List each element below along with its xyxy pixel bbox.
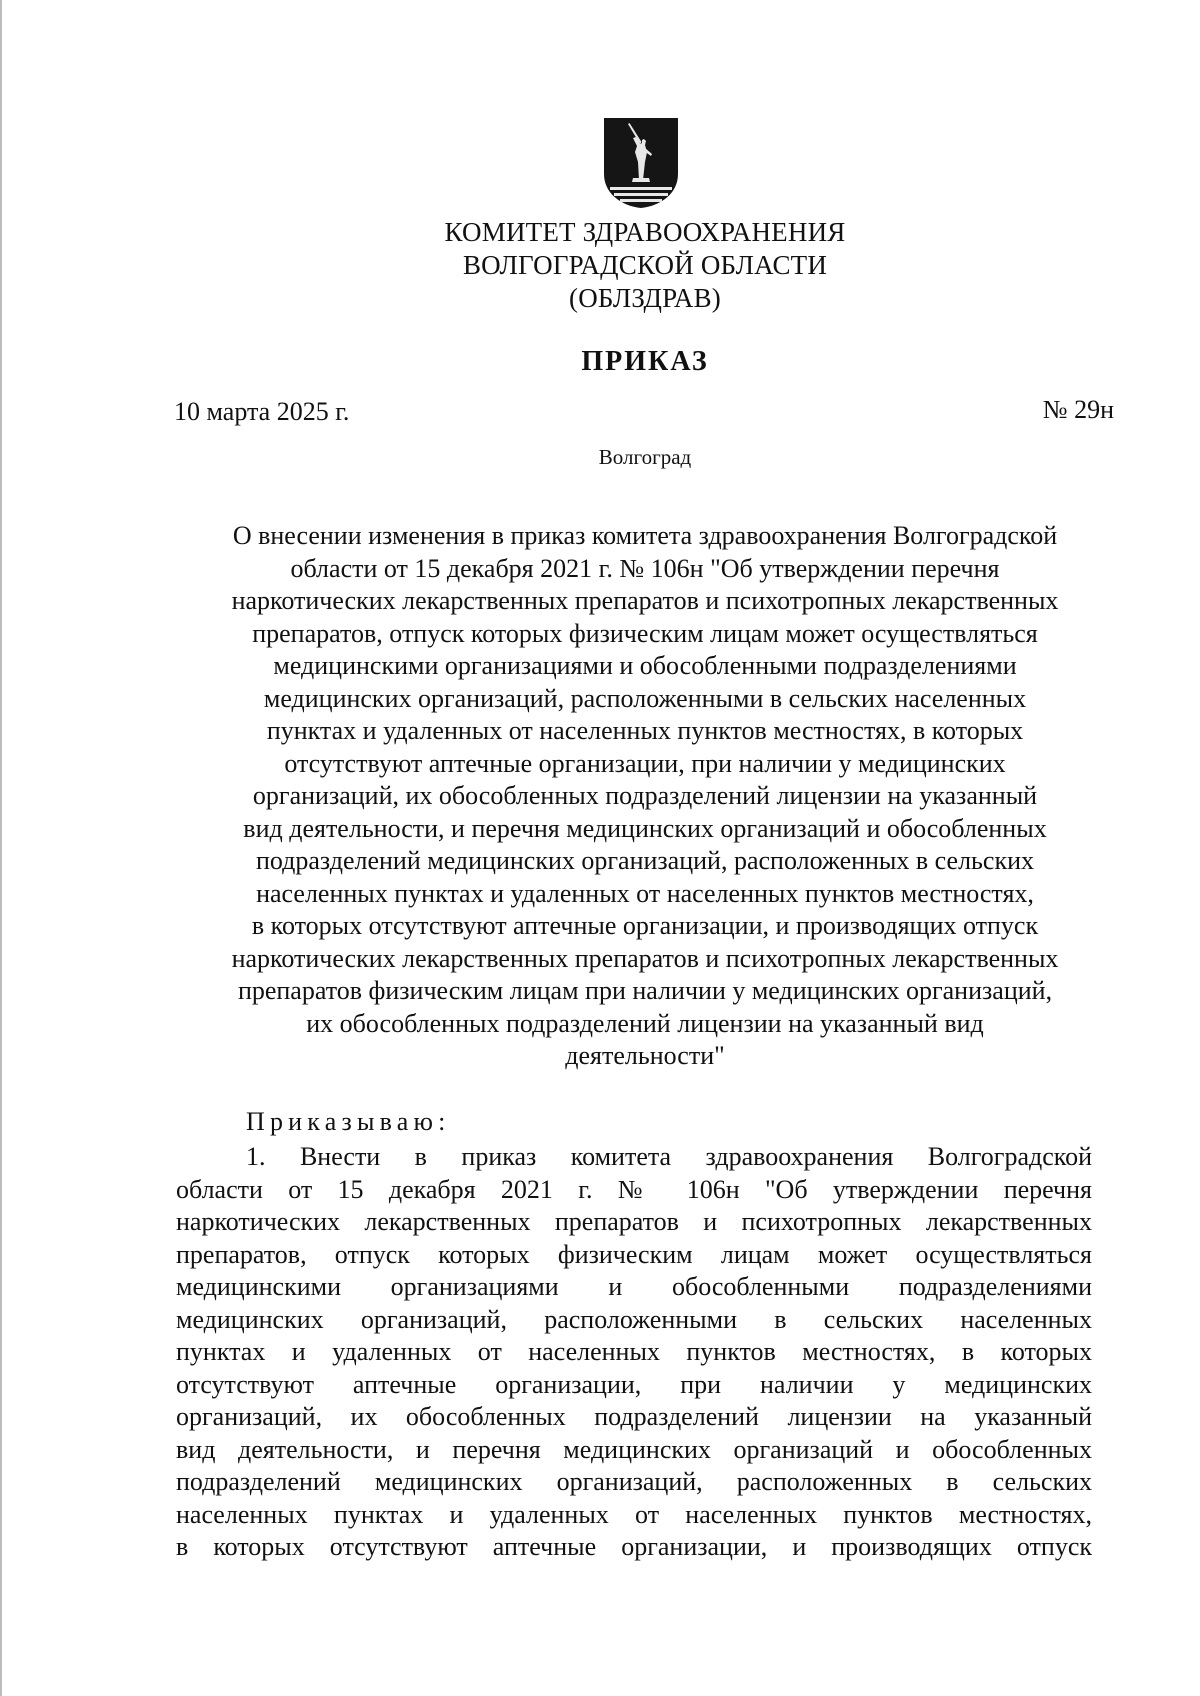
body-line: препаратов, отпуск которых физическим лицам может осуществляться bbox=[176, 1239, 1092, 1269]
subject-line: наркотических лекарственных препаратов и психотропных лекарственных bbox=[231, 943, 1059, 973]
subject-line: препаратов физическим лицам при наличии у медицинских организаций, bbox=[237, 976, 1053, 1005]
coat-of-arms-icon bbox=[602, 116, 680, 210]
committee-line: КОМИТЕТ ЗДРАВООХРАНЕНИЯ bbox=[444, 217, 846, 247]
subject-line: отсутствуют аптечные организации, при наличии у медицинских bbox=[284, 748, 1006, 778]
body-line: организаций, их обособленных подразделений лицензии на указанный bbox=[176, 1402, 1092, 1431]
order-directive: Приказываю: bbox=[246, 1107, 451, 1136]
subject-line: медицинскими организациями и обособленными подразделениями bbox=[273, 651, 1017, 680]
body-line: в которых отсутствуют аптечные организации, и производящих отпуск bbox=[176, 1532, 1092, 1561]
body-line: 1. Внести в приказ комитета здравоохранения Волгоградской bbox=[246, 1142, 1092, 1171]
document-subject bbox=[150, 520, 1140, 1073]
subject-line: организаций, их обособленных подразделений лицензии на указанный bbox=[252, 781, 1038, 810]
committee-line: (ОБЛЗДРАВ) bbox=[569, 283, 721, 313]
subject-line: населенных пунктах и удаленных от населенных пунктов местностях, bbox=[256, 878, 1034, 908]
body-line: медицинскими организациями и обособленными подразделениями bbox=[176, 1272, 1092, 1301]
subject-line: их обособленных подразделений лицензии на указанный вид bbox=[306, 1008, 984, 1038]
subject-line: подразделений медицинских организаций, расположенных в сельских bbox=[256, 846, 1034, 875]
subject-line: области от 15 декабря 2021 г. № 106н "Об утверждении перечня bbox=[290, 553, 1000, 583]
committee-line: ВОЛГОГРАДСКОЙ ОБЛАСТИ bbox=[462, 250, 828, 280]
body-line: населенных пунктах и удаленных от населенных пунктов местностях, bbox=[176, 1499, 1092, 1529]
committee-name bbox=[0, 216, 1200, 315]
order-body bbox=[176, 1141, 1092, 1564]
body-line: пунктах и удаленных от населенных пунктов местностях, в которых bbox=[176, 1337, 1092, 1366]
body-line: подразделений медицинских организаций, расположенных в сельских bbox=[176, 1467, 1092, 1496]
document-date: 10 марта 2025 г. bbox=[174, 397, 350, 426]
subject-line: медицинских организаций, расположенными в сельских населенных bbox=[263, 683, 1027, 713]
subject-line: вид деятельности, и перечня медицинских организаций и обособленных bbox=[243, 813, 1047, 843]
document-city: Волгоград bbox=[598, 445, 692, 469]
document-type-title: ПРИКАЗ bbox=[581, 346, 709, 377]
body-line: отсутствуют аптечные организации, при наличии у медицинских bbox=[176, 1369, 1092, 1399]
body-line: области от 15 декабря 2021 г. № 106н "Об утверждении перечня bbox=[176, 1174, 1092, 1204]
subject-line: О внесении изменения в приказ комитета здравоохранения Волгоградской bbox=[232, 521, 1058, 550]
body-line: вид деятельности, и перечня медицинских организаций и обособленных bbox=[176, 1434, 1092, 1464]
subject-line: деятельности" bbox=[565, 1041, 725, 1070]
body-line: наркотических лекарственных препаратов и психотропных лекарственных bbox=[176, 1207, 1092, 1236]
document-number: № 29н bbox=[1042, 395, 1114, 424]
subject-line: препаратов, отпуск которых физическим лицам может осуществляться bbox=[252, 618, 1038, 648]
subject-line: наркотических лекарственных препаратов и психотропных лекарственных bbox=[231, 586, 1059, 615]
body-line: медицинских организаций, расположенными в сельских населенных bbox=[176, 1304, 1092, 1334]
subject-line: пунктах и удаленных от населенных пунктов местностях, в которых bbox=[266, 716, 1024, 745]
subject-line: в которых отсутствуют аптечные организации, и производящих отпуск bbox=[251, 911, 1039, 940]
